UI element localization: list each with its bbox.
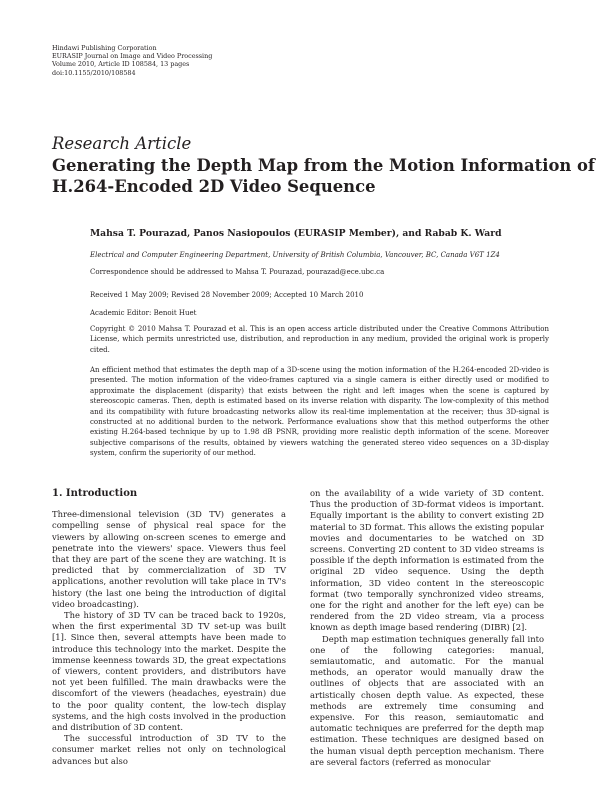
column-right bbox=[310, 488, 544, 768]
article-type: Research Article bbox=[52, 134, 192, 153]
abstract: An efficient method that estimates the depth map of a 3D-scene using the motion information of the H.264-encoded 2D-video is presented. The motion information of the video-frames captured via a single camera is either directly used or modified to approximate the displacement (disparity) that exists between the right and left images when the scene is captured by stereoscopic cameras. Then, depth is estimated based on its inverse relation with disparity. The low-complexity of this method and its compatibility with future broadcasting networks allow its real-time implementation at the receiver; thus 3D-signal is constructed at no additional burden to the network. Performance evaluations show that this method outperforms the other existing H.264-based technique by up to 1.98 dB PSNR, providing more realistic depth information of the scene. Moreover subjective comparisons of the results, obtained by viewers watching the generated stereo video sequences on a 3D-display system, confirm the superiority of our method. bbox=[90, 366, 549, 458]
paper-title bbox=[52, 155, 595, 197]
paragraph: Depth map estimation techniques generally fall into one of the following categories: manual, semiautomatic, and automatic. For the manual methods, an operator would manually draw the outlines of objects that are associated with an artistically chosen depth value. As expected, these methods are extremely time consuming and expensive. For this reason, semiautomatic and automatic techniques are preferred for the depth map estimation. These techniques are designed based on the human visual depth perception mechanism. There are several factors (referred as monocular bbox=[310, 633, 544, 767]
publisher-line: Hindawi Publishing Corporation bbox=[52, 44, 157, 52]
journal-header bbox=[52, 44, 212, 77]
paragraph: Three-dimensional television (3D TV) generates a compelling sense of physical real space for the viewers by allowing on-screen scenes to emerge and penetrate into the viewers' space. Viewers thus feel that they are part of the scene they are watching. It is predicted that by commercialization of 3D TV applications, another revolution will take place in TV's history (the last one being the introduction of digital video broadcasting). bbox=[52, 509, 286, 609]
paragraph: The successful introduction of 3D TV to the consumer market relies not only on technological advances but also bbox=[52, 733, 286, 766]
volume-line: Volume 2010, Article ID 108584, 13 pages bbox=[52, 60, 190, 69]
journal-name-line: EURASIP Journal on Image and Video Processing bbox=[52, 52, 213, 61]
title-line-1: Generating the Depth Map from the Motion Information of bbox=[52, 156, 595, 175]
title-line-2: H.264-Encoded 2D Video Sequence bbox=[52, 177, 376, 196]
correspondence: Correspondence should be addressed to Mahsa T. Pourazad, pourazad@ece.ubc.ca bbox=[90, 268, 385, 276]
affiliation: Electrical and Computer Engineering Department, University of British Columbia, Vancouver, BC, Canada V6T 1Z4 bbox=[90, 251, 500, 259]
academic-editor: Academic Editor: Benoit Huet bbox=[90, 309, 197, 317]
column-left bbox=[52, 488, 286, 767]
paragraph: The history of 3D TV can be traced back to 1920s, when the first experimental 3D TV set-up was built [1]. Since then, several attempts have been made to introduce this technology into the market. Despite the immense keenness towards 3D, the great expectations of viewers, content providers, and distributors have not yet been fulfilled. The main drawbacks were the discomfort of the viewers (headaches, eyestrain) due to the poor quality content, the low-tech display systems, and the high costs involved in the production and distribution of 3D content. bbox=[52, 610, 286, 733]
doi-line: doi:10.1155/2010/108584 bbox=[52, 68, 136, 77]
received-dates: Received 1 May 2009; Revised 28 November 2009; Accepted 10 March 2010 bbox=[90, 291, 364, 299]
section-heading-introduction: 1. Introduction bbox=[52, 488, 138, 499]
copyright-notice: Copyright © 2010 Mahsa T. Pourazad et al. This is an open access article distributed under the Creative Commons Attribution License, which permits unrestricted use, distribution, and reproduction in any medium, provided the original work is properly cited. bbox=[90, 325, 549, 354]
paragraph: on the availability of a wide variety of 3D content. Thus the production of 3D-format videos is important. Equally important is the ability to convert existing 2D material to 3D format. This allows the existing popular movies and documentaries to be watched on 3D screens. Converting 2D content to 3D video streams is possible if the depth information is estimated from the original 2D video sequence. Using the depth information, 3D video content in the stereoscopic format (two temporally synchronized video streams, one for the right and another for the left eye) can be rendered from the 2D video stream, via a process known as depth image based rendering (DIBR) [2]. bbox=[310, 488, 544, 633]
authors: Mahsa T. Pourazad, Panos Nasiopoulos (EURASIP Member), and Rabab K. Ward bbox=[90, 228, 502, 239]
